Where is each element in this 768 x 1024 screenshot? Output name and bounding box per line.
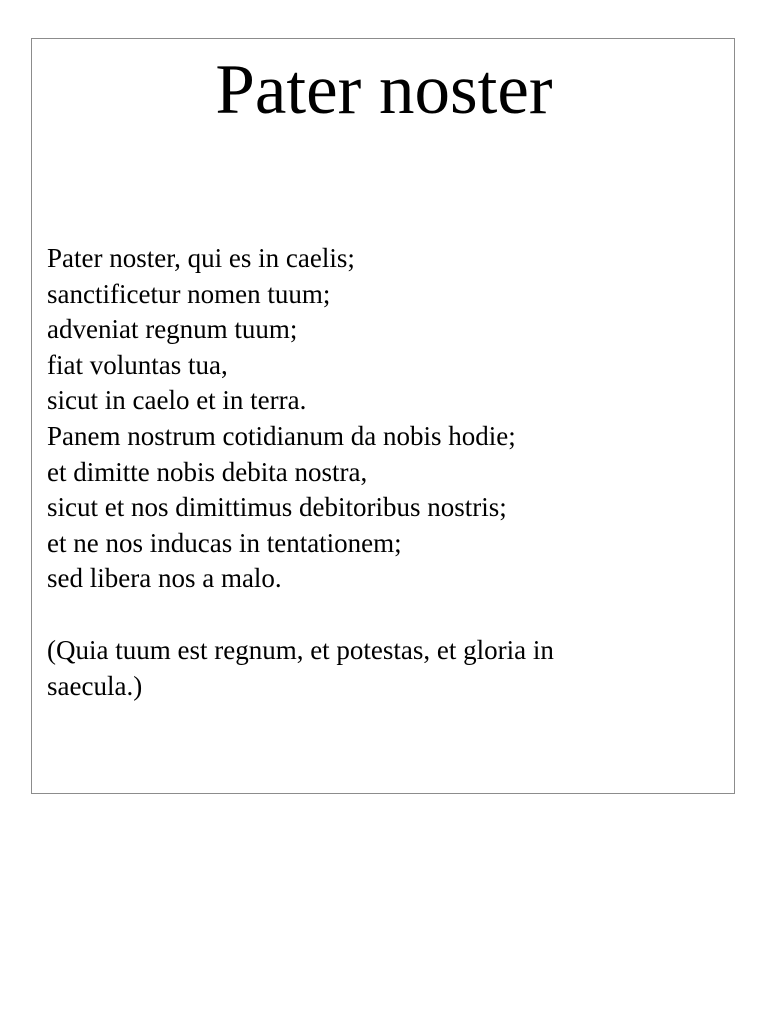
prayer-line: sed libera nos a malo. [47,563,282,594]
prayer-line: sicut et nos dimittimus debitoribus nostris; [47,492,507,523]
doxology-text [47,633,687,704]
prayer-line: Pater noster, qui es in caelis; [47,243,355,273]
prayer-line: et ne nos inducas in tentationem; [47,527,402,558]
doxology-line: saecula.) [47,670,143,701]
prayer-line: Panem nostrum cotidianum da nobis hodie; [47,420,516,451]
doxology-line: (Quia tuum est regnum, et potestas, et gloria in [47,635,554,665]
prayer-line: et dimitte nobis debita nostra, [47,456,368,487]
prayer-line: sanctificetur nomen tuum; [47,278,331,309]
prayer-line: adveniat regnum tuum; [47,314,298,345]
page-title: Pater noster [215,51,553,129]
prayer-text [47,241,687,597]
prayer-line: sicut in caelo et in terra. [47,385,307,416]
prayer-line: fiat voluntas tua, [47,349,228,380]
